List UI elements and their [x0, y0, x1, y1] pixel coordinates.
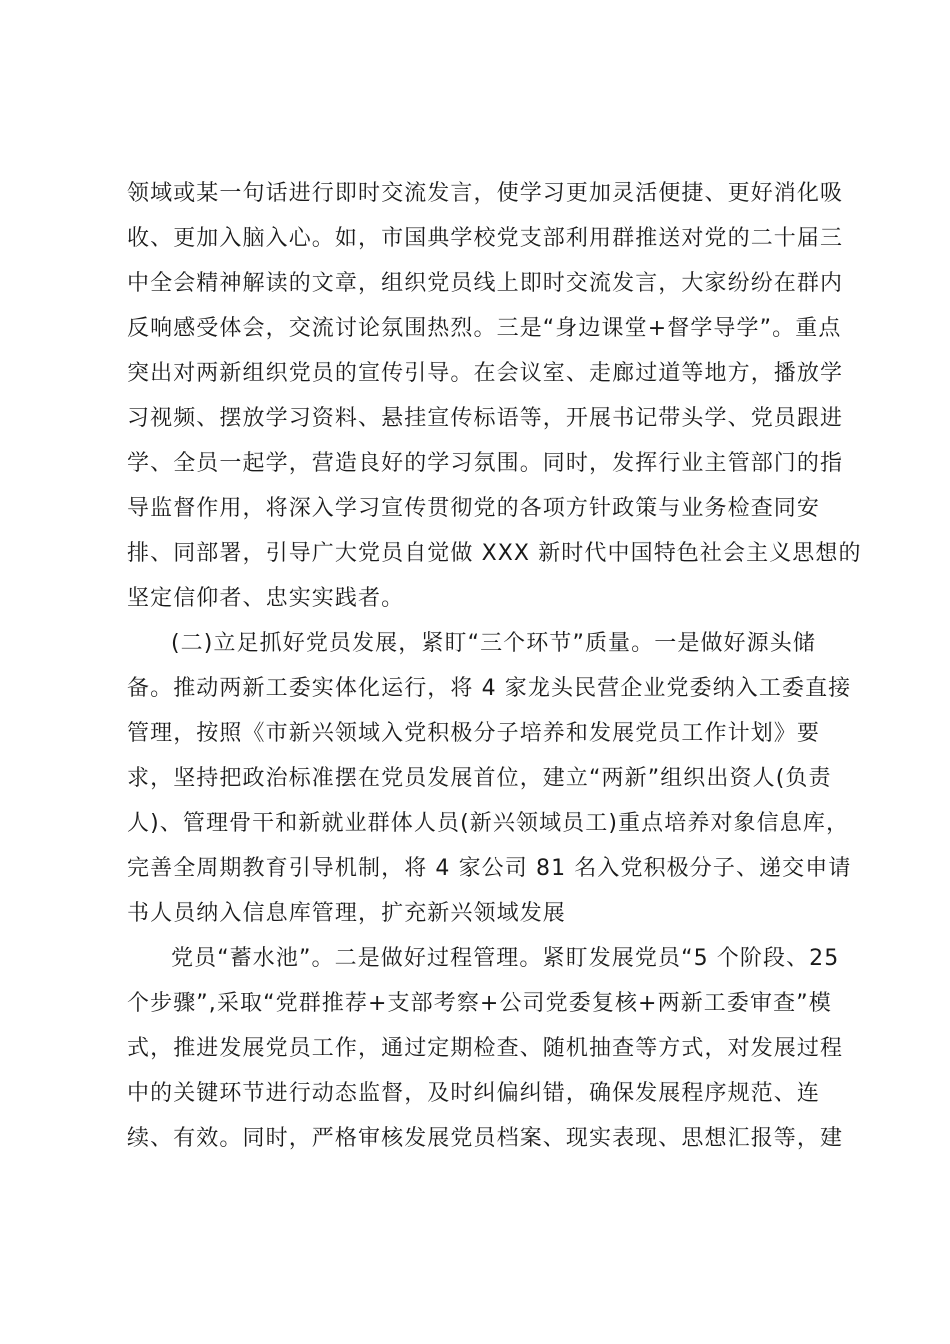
text-line: 习视频、摆放学习资料、悬挂宣传标语等，开展书记带头学、党员跟进: [127, 406, 844, 431]
text-line: 中的关键环节进行动态监督，及时纠偏纠错，确保发展程序规范、连: [127, 1081, 821, 1106]
text-line: 人)、管理骨干和新就业群体人员(新兴领域员工)重点培养对象信息库，: [127, 811, 850, 836]
text-line: 管理，按照《市新兴领域入党积极分子培养和发展党员工作计划》要: [127, 721, 821, 746]
text-line: 中全会精神解读的文章，组织党员线上即时交流发言，大家纷纷在群内: [127, 271, 844, 296]
text-line: 领域或某一句话进行即时交流发言，使学习更加灵活便捷、更好消化吸: [127, 181, 844, 206]
text-line: 反响感受体会，交流讨论氛围热烈。三是“身边课堂+督学导学”。重点: [127, 316, 842, 341]
text-line: 求，坚持把政治标准摆在党员发展首位，建立“两新”组织出资人(负责: [127, 766, 832, 791]
text-line: 书人员纳入信息库管理，扩充新兴领域发展: [127, 901, 566, 926]
text-line: 突出对两新组织党员的宣传引导。在会议室、走廊过道等地方，播放学: [127, 361, 844, 386]
text-line: 备。推动两新工委实体化运行，将 4 家龙头民营企业党委纳入工委直接: [127, 676, 852, 701]
text-line: 个步骤”,采取“党群推荐+支部考察+公司党委复核+两新工委审查”模: [127, 991, 832, 1016]
text-line: 排、同部署，引导广大党员自觉做 XXX 新时代中国特色社会主义思想的: [127, 541, 862, 566]
text-line: 学、全员一起学，营造良好的学习氛围。同时，发挥行业主管部门的指: [127, 451, 844, 476]
text-line: 续、有效。同时，严格审核发展党员档案、现实表现、思想汇报等，建: [127, 1126, 844, 1151]
text-line: 党员“蓄水池”。二是做好过程管理。紧盯发展党员“5 个阶段、25: [171, 946, 840, 971]
text-line: (二)立足抓好党员发展，紧盯“三个环节”质量。一是做好源头储: [171, 631, 816, 656]
text-line: 导监督作用，将深入学习宣传贯彻党的各项方针政策与业务检查同安: [127, 496, 821, 521]
text-line: 式，推进发展党员工作，通过定期检查、随机抽查等方式，对发展过程: [127, 1036, 844, 1061]
text-line: 收、更加入脑入心。如，市国典学校党支部利用群推送对党的二十届三: [127, 226, 844, 251]
text-line: 完善全周期教育引导机制，将 4 家公司 81 名入党积极分子、递交申请: [127, 856, 852, 881]
text-line: 坚定信仰者、忠实实践者。: [127, 586, 405, 611]
